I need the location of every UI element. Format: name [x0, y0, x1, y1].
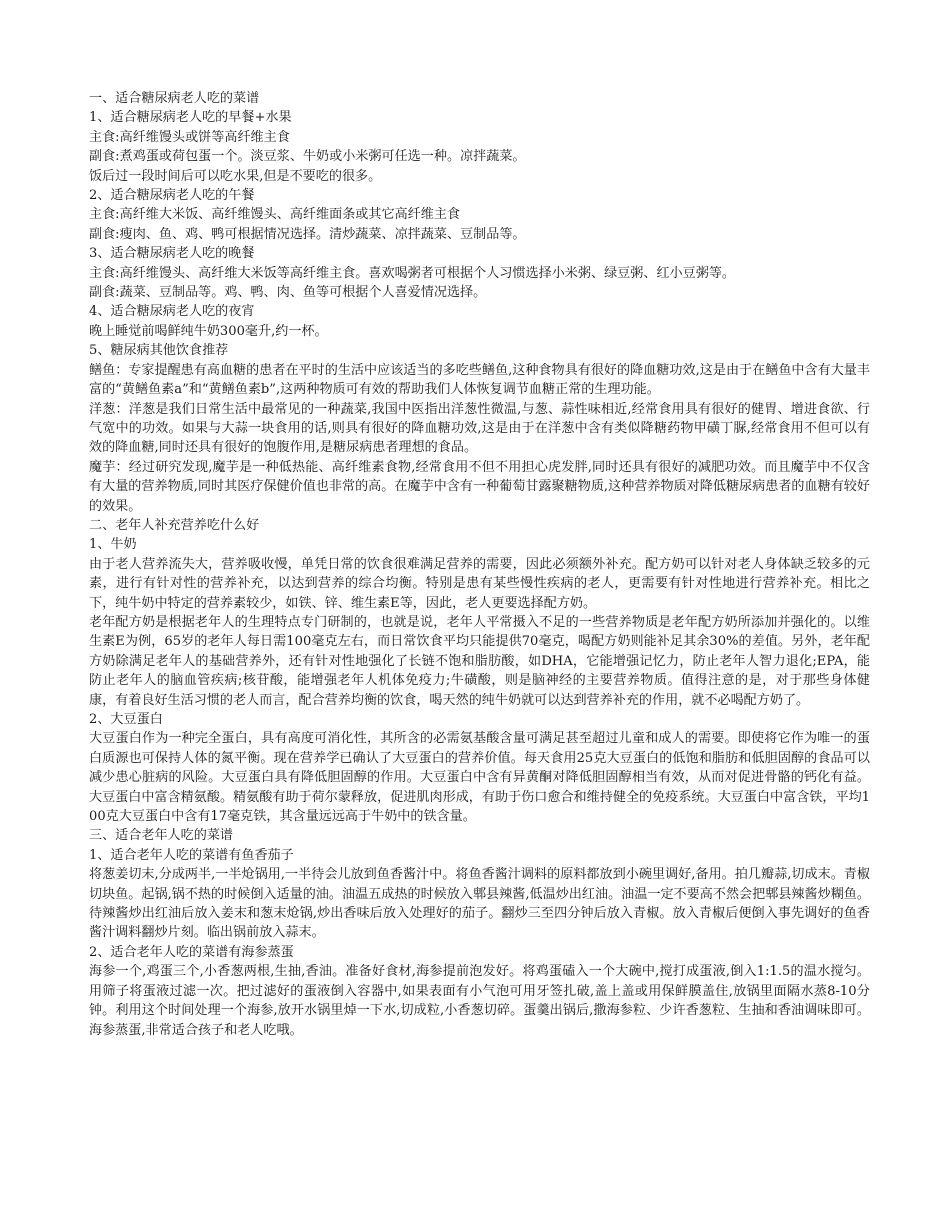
- paragraph: 魔芋：经过研究发现,魔芋是一种低热能、高纤维素食物,经常食用不但不用担心虎发胖,同时还具有很好的减肥功效。而且魔芋中不仅含有大量的营养物质,同时其医疗保健价值也非常的高。在魔芋中含有一种葡萄甘露聚糖物质,这种营养物质对降低糖尿病患者的血糖有较好的效果。: [89, 459, 870, 514]
- section-heading: 三、适合老年人吃的菜谱: [89, 828, 234, 844]
- paragraph: 主食:高纤维馒头或饼等高纤维主食: [89, 129, 290, 145]
- subsection-heading: 3、适合糖尿病老人吃的晚餐: [89, 246, 255, 262]
- subsection-heading: 2、大豆蛋白: [89, 712, 163, 727]
- paragraph: 副食:煮鸡蛋或荷包蛋一个。淡豆浆、牛奶或小米粥可任选一种。凉拌蔬菜。: [89, 149, 526, 165]
- paragraph: 大豆蛋白作为一种完全蛋白，具有高度可消化性，其所含的必需氨基酸含量可满足甚至超过儿童和成人的需要。即使将它作为唯一的蛋白质源也可保持人体的氮平衡。现在营养学已确认了大豆蛋白的营养价值。每天食用25克大豆蛋白的低饱和脂肪和低胆固醇的食品可以减少患心脏病的风险。大豆蛋白具有降低胆固醇的作用。大豆蛋白中含有异黄酮对降低胆固醇相当有效，从而对促进骨骼的钙化有益。大豆蛋白中富含精氨酸。精氨酸有助于荷尔蒙释放，促进肌肉形成，有助于伤口愈合和维持健全的免疫系统。大豆蛋白中富含铁，平均100克大豆蛋白中含有17毫克铁，其含量远远高于牛奶中的铁含量。: [89, 731, 870, 825]
- subsection-heading: 4、适合糖尿病老人吃的夜宵: [89, 304, 255, 320]
- subsection-heading: 1、牛奶: [89, 537, 137, 553]
- subsection-heading: 2、适合糖尿病老人吃的午餐: [89, 188, 255, 204]
- paragraph: 晚上睡觉前喝鲜纯牛奶300毫升,约一杯。: [89, 323, 328, 339]
- document-body: [89, 89, 870, 1040]
- paragraph: 老年配方奶是根据老年人的生理特点专门研制的，也就是说，老年人平常摄入不足的一些营养物质是老年配方奶所添加并强化的。以维生素E为例，65岁的老年人每日需100毫克左右，而日常饮食平均只能提供70毫克，喝配方奶则能补足其余30%的差值。另外，老年配方奶除满足老年人的基础营养外，还有针对性地强化了长链不饱和脂肪酸，如DHA，它能增强记忆力，防止老年人智力退化;EPA，能防止老年人的脑血管疾病;核苷酸，能增强老年人机体免疫力;牛磺酸，则是脑神经的主要营养物质。值得注意的是，对于那些身体健康，有着良好生活习惯的老人而言，配合营养均衡的饮食，喝天然的纯牛奶就可以达到营养补充的作用，就不必喝配方奶了。: [89, 614, 870, 708]
- paragraph: 由于老人营养流失大，营养吸收慢，单凭日常的饮食很难满足营养的需要，因此必须额外补充。配方奶可以针对老人身体缺乏较多的元素，进行有针对性的营养补充，以达到营养的综合均衡。特别是患有某些慢性疾病的老人，更需要有针对性地进行营养补充。相比之下，纯牛奶中特定的营养素较少，如铁、锌、维生素E等，因此，老人更要选择配方奶。: [89, 556, 870, 611]
- paragraph: 洋葱：洋葱是我们日常生活中最常见的一种蔬菜,我国中医指出洋葱性微温,与葱、蒜性味相近,经常食用具有很好的健胃、增进食欲、行气宽中的功效。如果与大蒜一块食用的话,则具有很好的降血糖功效,这是由于在洋葱中含有类似降糖药物甲磺丁脲,经常食用不但可以有效的降血糖,同时还具有很好的饱腹作用,是糖尿病患者理想的食品。: [89, 401, 870, 456]
- section-heading: 二、老年人补充营养吃什么好: [89, 517, 260, 533]
- paragraph: 将葱姜切末,分成两半,一半炝锅用,一半待会儿放到鱼香酱汁中。将鱼香酱汁调料的原料都放到小碗里调好,备用。拍几瓣蒜,切成末。青椒切块鱼。起锅,锅不热的时候倒入适量的油。油温五成热的时候放入郫县辣酱,低温炒出红油。油温一定不要高不然会把郫县辣酱炒糊鱼。待辣酱炒出红油后放入姜末和葱末炝锅,炒出香味后放入处理好的茄子。翻炒三至四分钟后放入青椒。放入青椒后便倒入事先调好的鱼香酱汁调料翻炒片刻。临出锅前放入蒜末。: [89, 867, 870, 941]
- paragraph: 副食:蔬菜、豆制品等。鸡、鸭、肉、鱼等可根据个人喜爱情况选择。: [89, 285, 487, 301]
- paragraph: 主食:高纤维大米饭、高纤维馒头、高纤维面条或其它高纤维主食: [89, 207, 461, 223]
- paragraph: 副食:瘦肉、鱼、鸡、鸭可根据情况选择。清炒蔬菜、凉拌蔬菜、豆制品等。: [89, 226, 526, 242]
- paragraph: 饭后过一段时间后可以吃水果,但是不要吃的很多。: [89, 168, 382, 184]
- paragraph: 鳝鱼：专家提醒患有高血糖的患者在平时的生活中应该适当的多吃些鳝鱼,这种食物具有很好的降血糖功效,这是由于在鳝鱼中含有大量丰富的“黄鳝鱼素a”和“黄鳝鱼素b”,这两种物质可有效的帮助我们人体恢复调节血糖正常的生理功能。: [89, 362, 870, 398]
- section-heading: 一、适合糖尿病老人吃的菜谱: [89, 91, 260, 106]
- paragraph: 海参一个,鸡蛋三个,小香葱两根,生抽,香油。准备好食材,海参提前泡发好。将鸡蛋磕入一个大碗中,搅打成蛋液,倒入1:1.5的温水搅匀。用筛子将蛋液过滤一次。把过滤好的蛋液倒入容器中,如果表面有小气泡可用牙签扎破,盖上盖或用保鲜膜盖住,放锅里面隔水蒸8-10分钟。利用这个时间处理一个海参,放开水锅里焯一下水,切成粒,小香葱切碎。蛋羹出锅后,撒海参粒、少许香葱粒、生抽和香油调味即可。海参蒸蛋,非常适合孩子和老人吃哦。: [89, 964, 870, 1038]
- subsection-heading: 2、适合老年人吃的菜谱有海参蒸蛋: [89, 944, 294, 960]
- subsection-heading: 1、适合糖尿病老人吃的早餐+水果: [89, 110, 292, 126]
- subsection-heading: 1、适合老年人吃的菜谱有鱼香茄子: [89, 847, 294, 863]
- paragraph: 主食:高纤维馒头、高纤维大米饭等高纤维主食。喜欢喝粥者可根据个人习惯选择小米粥、绿豆粥、红小豆粥等。: [89, 265, 736, 281]
- subsection-heading: 5、糖尿病其他饮食推荐: [89, 343, 229, 359]
